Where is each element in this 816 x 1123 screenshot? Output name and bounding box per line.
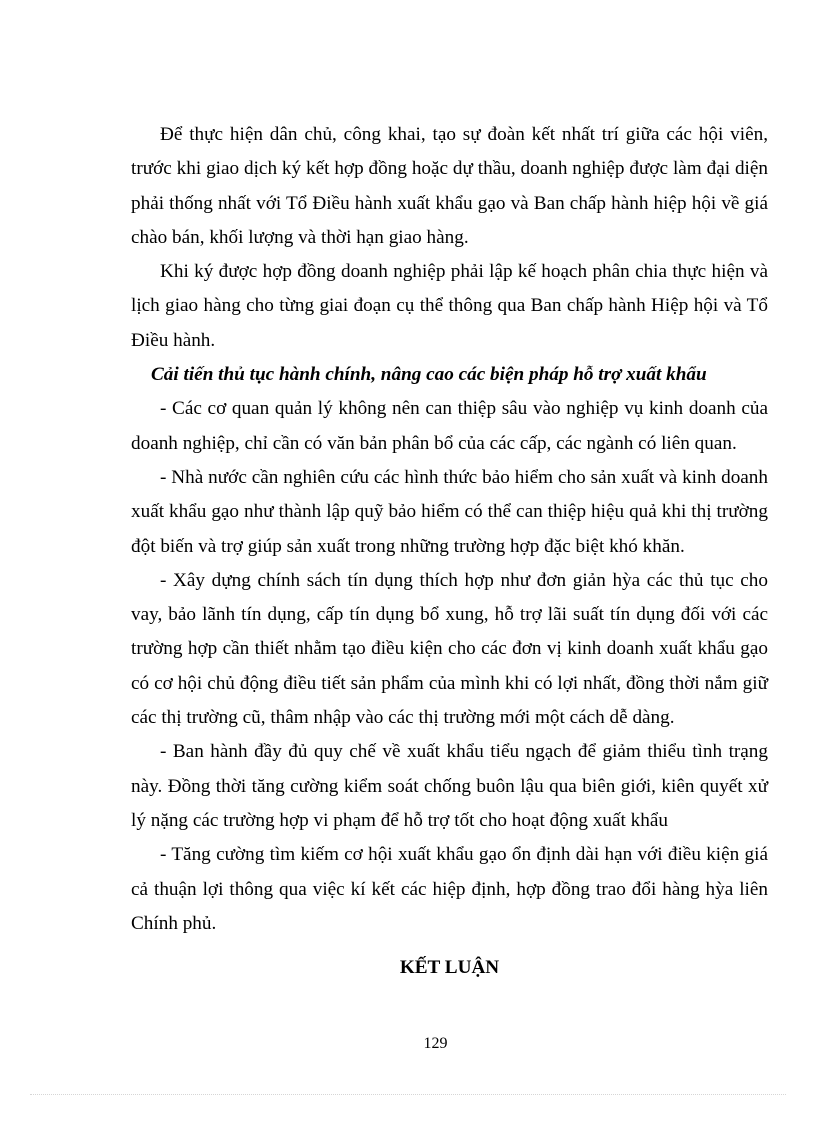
bullet-item: - Các cơ quan quản lý không nên can thiệp sâu vào nghiệp vụ kinh doanh của doanh nghiệp, chỉ cần có văn bản phân bổ của các cấp, các ngành có liên quan. [131,398,768,454]
paragraph-delivery-plan: Khi ký được hợp đồng doanh nghiệp phải lập kế hoạch phân chia thực hiện và lịch giao hàng cho từng giai đoạn cụ thể thông qua Ban chấp hành Hiệp hội và Tổ Điều hành. [131,261,768,351]
bullet-item: - Nhà nước cần nghiên cứu các hình thức bảo hiểm cho sản xuất và kinh doanh xuất khẩu gạo như thành lập quỹ bảo hiểm có thể can thiệp hiệu quả khi thị trường đột biến và trợ giúp sản xuất trong những trường hợp đặc biệt khó khăn. [131,466,768,557]
bullet-item: - Ban hành đầy đủ quy chế về xuất khẩu tiểu ngạch để giảm thiểu tình trạng này. Đồng thời tăng cường kiểm soát chống buôn lậu qua biên giới, kiên quyết xử lý nặng các trường hợp vi phạm để hỗ trợ tốt cho hoạt động xuất khẩu [131,741,768,831]
section-heading: Cải tiến thủ tục hành chính, nâng cao các biện pháp hỗ trợ xuất khẩu [151,364,707,386]
conclusion-heading: KẾT LUẬN [399,957,500,979]
bullet-item: - Tăng cường tìm kiếm cơ hội xuất khẩu gạo ổn định dài hạn với điều kiện giá cả thuận lợi thông qua việc kí kết các hiệp định, hợp đồng trao đổi hàng hỳa liên Chính phủ. [131,844,768,934]
document-body [131,118,768,985]
bullet-item: - Xây dựng chính sách tín dụng thích hợp như đơn giản hỳa các thủ tục cho vay, bảo lãnh tín dụng, cấp tín dụng bổ xung, hỗ trợ lãi suất tín dụng đối với các trường hợp cần thiết nhằm tạo điều kiện cho các đơn vị kinh doanh xuất khẩu gạo có cơ hội chủ động điều tiết sản phẩm của mình khi có lợi nhất, đồng thời nắm giữ các thị trường cũ, thâm nhập vào các thị trường mới một cách dễ dàng. [131,569,768,729]
page-number: 129 [423,1035,448,1052]
footer-divider [30,1094,786,1095]
paragraph-unanimity: Để thực hiện dân chủ, công khai, tạo sự đoàn kết nhất trí giữa các hội viên, trước khi giao dịch ký kết hợp đồng hoặc dự thầu, doanh nghiệp được làm đại diện phải thống nhất với Tổ Điều hành xuất khẩu gạo và Ban chấp hành hiệp hội về giá chào bán, khối lượng và thời hạn giao hàng. [131,124,768,248]
